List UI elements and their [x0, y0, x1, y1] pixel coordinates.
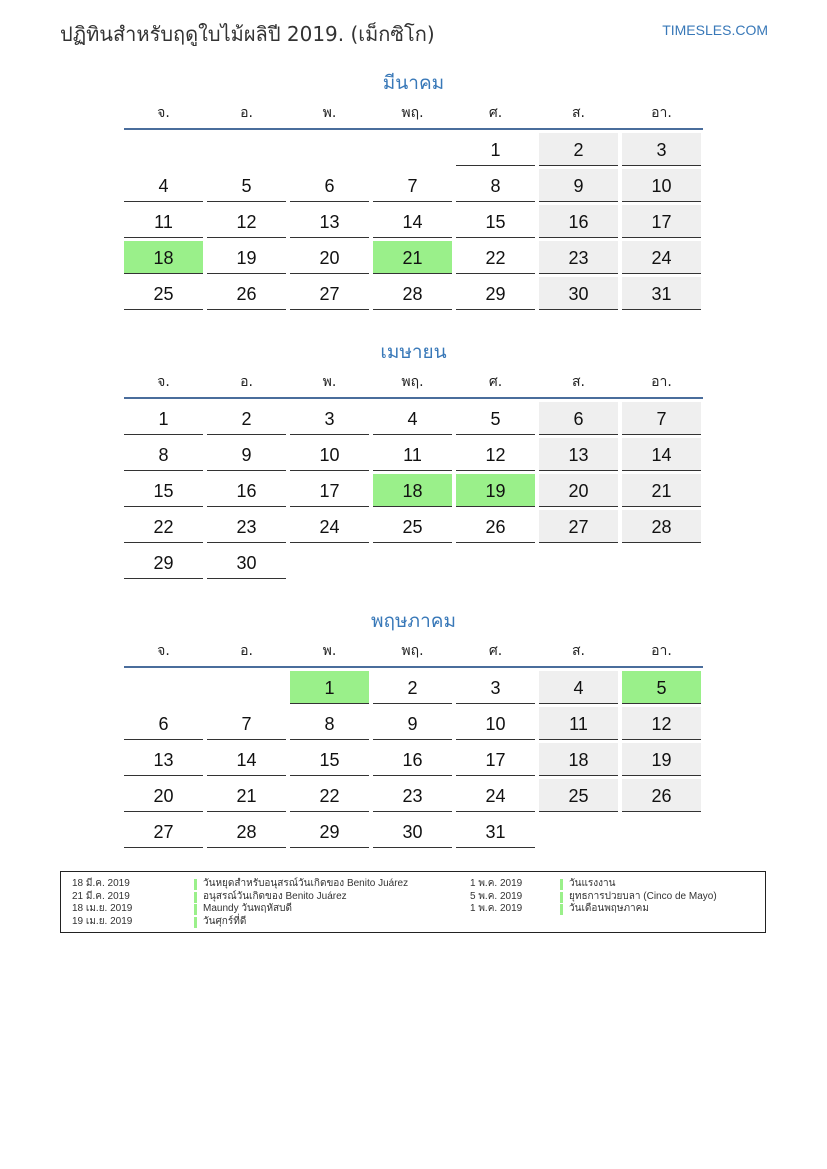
legend-date: 19 เม.ย. 2019 [72, 915, 133, 927]
weekday-label: อา. [651, 643, 672, 659]
day-number: 18 [568, 750, 589, 770]
day-number: 10 [485, 714, 506, 734]
day-cell [539, 743, 618, 776]
legend-entry [72, 891, 372, 904]
legend-entry [470, 878, 770, 891]
empty-cell [207, 133, 286, 166]
day-number: 21 [236, 786, 257, 806]
day-cell [456, 133, 535, 166]
week-row [124, 474, 703, 510]
weekday-label: พฤ. [401, 374, 424, 390]
weekday-label: อา. [651, 105, 672, 121]
day-number: 9 [573, 176, 584, 196]
week-row [124, 133, 703, 169]
empty-cell [539, 815, 618, 848]
day-number: 16 [402, 750, 423, 770]
day-cell [456, 815, 535, 848]
day-number: 3 [324, 409, 335, 429]
day-cell [622, 779, 701, 812]
weekday-label: อ. [240, 105, 253, 121]
day-cell [124, 546, 203, 579]
day-number: 18 [402, 481, 423, 501]
day-number: 19 [236, 248, 257, 268]
day-cell [622, 133, 701, 166]
day-number: 13 [153, 750, 174, 770]
weekday-label: พฤ. [401, 643, 424, 659]
day-number: 10 [319, 445, 340, 465]
legend-date: 18 มี.ค. 2019 [72, 878, 130, 889]
weekday-label: ศ. [488, 105, 503, 121]
day-cell [373, 205, 452, 238]
day-cell [456, 169, 535, 202]
day-number: 8 [490, 176, 501, 196]
day-cell [124, 743, 203, 776]
day-number: 17 [651, 212, 672, 232]
day-cell [373, 779, 452, 812]
legend-entry [470, 891, 770, 904]
day-cell [456, 402, 535, 435]
day-number: 22 [153, 517, 174, 537]
day-cell [207, 277, 286, 310]
empty-cell [124, 671, 203, 704]
day-number: 11 [403, 445, 422, 465]
day-number: 30 [568, 284, 589, 304]
day-cell [124, 707, 203, 740]
empty-cell [290, 133, 369, 166]
day-cell [290, 815, 369, 848]
day-number: 24 [485, 786, 506, 806]
day-number: 23 [236, 517, 257, 537]
day-cell [456, 241, 535, 274]
day-cell [539, 169, 618, 202]
day-number: 15 [319, 750, 340, 770]
day-cell [124, 815, 203, 848]
day-cell [124, 438, 203, 471]
day-number: 5 [241, 176, 252, 196]
day-number: 2 [407, 678, 418, 698]
month-title: เมษายน [380, 341, 447, 363]
holiday-marker [194, 892, 197, 903]
week-row [124, 438, 703, 474]
legend-date: 5 พ.ค. 2019 [470, 890, 523, 902]
day-number: 11 [569, 714, 588, 734]
day-cell [207, 169, 286, 202]
day-number: 22 [319, 786, 340, 806]
day-number: 20 [568, 481, 589, 501]
weekday-label: ศ. [488, 643, 503, 659]
day-number: 19 [485, 481, 506, 501]
week-row [124, 707, 703, 743]
week-row [124, 546, 703, 582]
day-number: 29 [153, 553, 174, 573]
day-cell [622, 241, 701, 274]
day-number: 31 [485, 822, 506, 842]
day-number: 21 [402, 248, 423, 268]
holiday-marker [194, 917, 197, 928]
legend-holiday-name: ยุทธการปวยบลา (Cinco de Mayo) [569, 890, 717, 902]
day-grid [124, 133, 703, 313]
legend-holiday-name: อนุสรณ์วันเกิดของ Benito Juárez [203, 890, 347, 902]
holiday-day-cell [373, 241, 452, 274]
day-number: 25 [153, 284, 174, 304]
day-number: 7 [656, 409, 667, 429]
week-row [124, 815, 703, 851]
day-cell [207, 815, 286, 848]
day-number: 16 [236, 481, 257, 501]
legend-holiday-name: วันเดือนพฤษภาคม [569, 903, 649, 914]
day-number: 8 [158, 445, 169, 465]
week-row [124, 169, 703, 205]
day-cell [124, 205, 203, 238]
day-number: 31 [651, 284, 672, 304]
day-number: 6 [573, 409, 584, 429]
day-number: 5 [656, 678, 667, 698]
weekday-label: อ. [240, 374, 253, 390]
day-cell [290, 169, 369, 202]
empty-cell [456, 546, 535, 579]
month-calendar [124, 606, 703, 851]
day-number: 20 [153, 786, 174, 806]
day-cell [456, 438, 535, 471]
week-row [124, 277, 703, 313]
day-number: 6 [324, 176, 335, 196]
day-cell [373, 671, 452, 704]
day-number: 25 [402, 517, 423, 537]
holiday-day-cell [456, 474, 535, 507]
day-number: 21 [651, 481, 672, 501]
day-cell [539, 474, 618, 507]
day-cell [622, 402, 701, 435]
day-number: 30 [402, 822, 423, 842]
weekday-label: ส. [572, 374, 585, 390]
day-number: 14 [236, 750, 257, 770]
week-row [124, 510, 703, 546]
day-number: 15 [485, 212, 506, 232]
empty-cell [373, 133, 452, 166]
day-number: 14 [402, 212, 423, 232]
legend-entry [72, 916, 372, 929]
day-cell [207, 546, 286, 579]
holiday-day-cell [290, 671, 369, 704]
day-number: 17 [485, 750, 506, 770]
month-title: มีนาคม [382, 72, 445, 94]
day-cell [207, 241, 286, 274]
legend-date: 1 พ.ค. 2019 [470, 903, 523, 914]
week-row [124, 241, 703, 277]
day-cell [456, 707, 535, 740]
day-cell [373, 815, 452, 848]
holiday-day-cell [622, 671, 701, 704]
weekday-label: จ. [157, 374, 170, 390]
day-cell [373, 743, 452, 776]
day-grid [124, 671, 703, 851]
legend-date: 1 พ.ค. 2019 [470, 878, 523, 889]
day-cell [207, 474, 286, 507]
day-number: 19 [651, 750, 672, 770]
empty-cell [124, 133, 203, 166]
day-cell [124, 474, 203, 507]
day-cell [290, 743, 369, 776]
legend-entry [470, 903, 770, 916]
week-row [124, 205, 703, 241]
holiday-day-cell [373, 474, 452, 507]
weekday-header [124, 640, 703, 668]
day-number: 6 [158, 714, 169, 734]
day-number: 12 [651, 714, 672, 734]
day-number: 27 [319, 284, 340, 304]
day-number: 16 [568, 212, 589, 232]
weekday-label: พฤ. [401, 105, 424, 121]
day-number: 2 [573, 140, 584, 160]
legend-date: 18 เม.ย. 2019 [72, 903, 133, 914]
empty-cell [207, 671, 286, 704]
day-number: 4 [573, 678, 584, 698]
day-cell [622, 474, 701, 507]
day-cell [290, 402, 369, 435]
day-cell [124, 779, 203, 812]
empty-cell [622, 546, 701, 579]
day-cell [539, 277, 618, 310]
day-number: 13 [568, 445, 589, 465]
day-cell [290, 241, 369, 274]
day-cell [539, 402, 618, 435]
day-cell [290, 779, 369, 812]
week-row [124, 743, 703, 779]
holiday-marker [560, 904, 563, 915]
day-number: 28 [236, 822, 257, 842]
day-cell [456, 671, 535, 704]
day-cell [622, 277, 701, 310]
day-number: 1 [490, 140, 501, 160]
holiday-marker [194, 904, 197, 915]
day-number: 26 [651, 786, 672, 806]
weekday-header [124, 102, 703, 130]
day-number: 7 [241, 714, 252, 734]
month-calendar [124, 68, 703, 313]
day-cell [456, 277, 535, 310]
day-cell [539, 671, 618, 704]
day-number: 3 [656, 140, 667, 160]
legend-entry [72, 903, 372, 916]
day-cell [207, 438, 286, 471]
month-title: พฤษภาคม [371, 610, 456, 632]
day-cell [539, 707, 618, 740]
day-cell [373, 707, 452, 740]
day-number: 12 [485, 445, 506, 465]
day-cell [373, 169, 452, 202]
weekday-label: ศ. [488, 374, 503, 390]
weekday-label: พ. [322, 643, 337, 659]
day-cell [207, 205, 286, 238]
day-cell [539, 133, 618, 166]
day-number: 1 [324, 678, 335, 698]
day-cell [456, 743, 535, 776]
day-cell [539, 779, 618, 812]
day-number: 4 [407, 409, 418, 429]
day-cell [373, 277, 452, 310]
day-cell [539, 510, 618, 543]
day-number: 8 [324, 714, 335, 734]
weekday-label: อ. [240, 643, 253, 659]
day-number: 23 [568, 248, 589, 268]
day-number: 11 [154, 212, 173, 232]
weekday-label: พ. [322, 374, 337, 390]
day-number: 1 [158, 409, 169, 429]
day-cell [539, 438, 618, 471]
empty-cell [290, 546, 369, 579]
holiday-marker [560, 892, 563, 903]
day-number: 7 [407, 176, 418, 196]
month-calendar [124, 337, 703, 582]
day-number: 10 [651, 176, 672, 196]
day-cell [622, 169, 701, 202]
day-cell [124, 277, 203, 310]
site-link[interactable]: TIMESLES.COM [662, 22, 768, 38]
day-cell [622, 205, 701, 238]
day-cell [290, 707, 369, 740]
day-number: 26 [485, 517, 506, 537]
day-number: 23 [402, 786, 423, 806]
day-cell [539, 241, 618, 274]
day-number: 27 [568, 517, 589, 537]
legend-holiday-name: วันศุกร์ที่ดี [203, 915, 247, 927]
day-number: 22 [485, 248, 506, 268]
day-number: 9 [407, 714, 418, 734]
day-grid [124, 402, 703, 582]
day-cell [622, 707, 701, 740]
day-cell [456, 205, 535, 238]
legend-holiday-name: วันแรงงาน [569, 878, 616, 889]
weekday-header [124, 371, 703, 399]
day-cell [622, 743, 701, 776]
day-cell [373, 510, 452, 543]
legend-holiday-name: Maundy วันพฤหัสบดี [203, 903, 292, 914]
day-cell [622, 510, 701, 543]
day-number: 17 [319, 481, 340, 501]
weekday-label: จ. [157, 643, 170, 659]
day-number: 25 [568, 786, 589, 806]
day-cell [124, 402, 203, 435]
day-number: 28 [651, 517, 672, 537]
day-cell [207, 402, 286, 435]
day-number: 18 [153, 248, 174, 268]
legend-entry [72, 878, 409, 891]
day-number: 14 [651, 445, 672, 465]
day-number: 28 [402, 284, 423, 304]
day-cell [290, 474, 369, 507]
weekday-label: จ. [157, 105, 170, 121]
legend-holiday-name: วันหยุดสำหรับอนุสรณ์วันเกิดของ Benito Juárez [203, 878, 409, 889]
holiday-marker [560, 879, 563, 890]
empty-cell [373, 546, 452, 579]
day-number: 26 [236, 284, 257, 304]
legend-date: 21 มี.ค. 2019 [72, 890, 130, 902]
day-cell [207, 743, 286, 776]
week-row [124, 779, 703, 815]
day-number: 29 [485, 284, 506, 304]
empty-cell [622, 815, 701, 848]
day-number: 5 [490, 409, 501, 429]
weekday-label: พ. [322, 105, 337, 121]
day-number: 3 [490, 678, 501, 698]
empty-cell [539, 546, 618, 579]
day-cell [124, 510, 203, 543]
day-number: 29 [319, 822, 340, 842]
day-number: 15 [153, 481, 174, 501]
holiday-marker [194, 879, 197, 890]
day-cell [456, 510, 535, 543]
day-cell [290, 205, 369, 238]
day-cell [373, 438, 452, 471]
day-cell [207, 779, 286, 812]
weekday-label: ส. [572, 643, 585, 659]
day-number: 2 [241, 409, 252, 429]
day-cell [456, 779, 535, 812]
page-title: ปฏิทินสำหรับฤดูใบไม้ผลิปี 2019. (เม็กซิโก) [60, 22, 435, 46]
weekday-label: ส. [572, 105, 585, 121]
day-cell [290, 277, 369, 310]
weekday-label: อา. [651, 374, 672, 390]
day-number: 24 [651, 248, 672, 268]
day-cell [622, 438, 701, 471]
day-cell [290, 438, 369, 471]
day-number: 24 [319, 517, 340, 537]
day-cell [539, 205, 618, 238]
day-cell [373, 402, 452, 435]
day-cell [207, 510, 286, 543]
day-cell [290, 510, 369, 543]
holiday-legend [60, 871, 766, 933]
week-row [124, 671, 703, 707]
day-number: 27 [153, 822, 174, 842]
day-number: 9 [241, 445, 252, 465]
day-number: 30 [236, 553, 257, 573]
day-number: 13 [319, 212, 340, 232]
day-number: 20 [319, 248, 340, 268]
day-cell [207, 707, 286, 740]
holiday-day-cell [124, 241, 203, 274]
day-number: 12 [236, 212, 257, 232]
day-cell [124, 169, 203, 202]
week-row [124, 402, 703, 438]
day-number: 4 [158, 176, 169, 196]
